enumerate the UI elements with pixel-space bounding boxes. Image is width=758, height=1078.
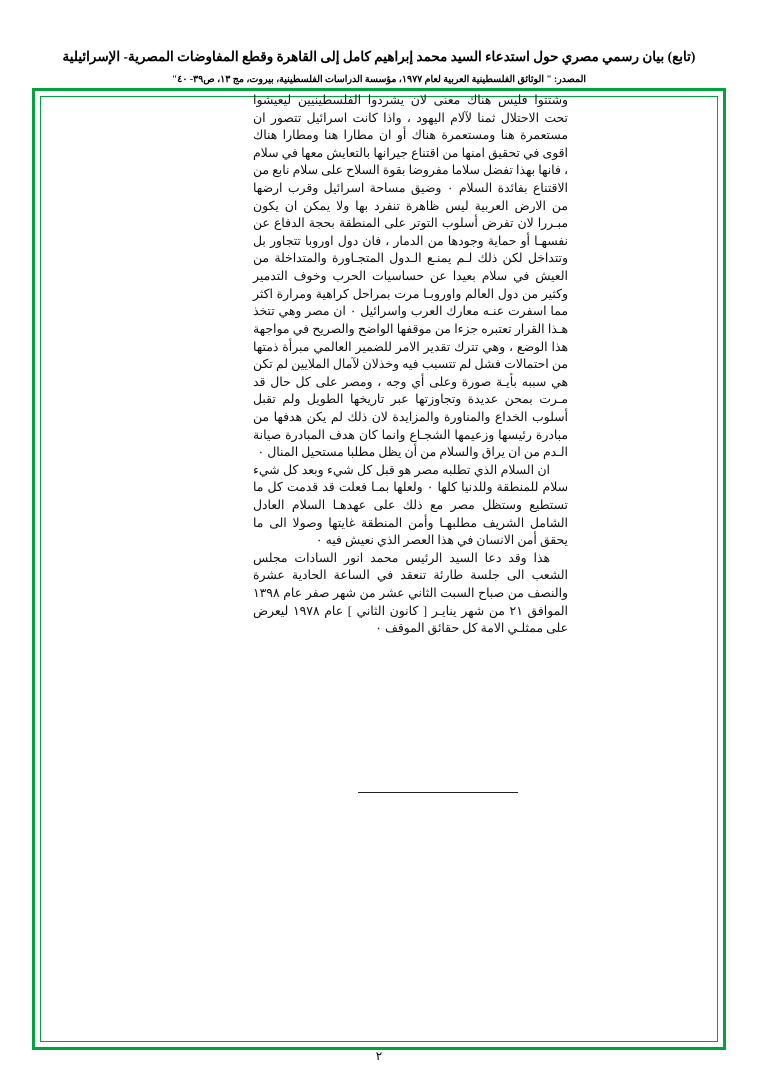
document-source: المصدر: " الوثائق الفلسطينية العربية لعام ١٩٧٧، مؤسسة الدراسات الفلسطينية، بيروت، مج ١٣، ص٣٩- ٤٠"	[171, 74, 587, 85]
paragraph: ان السلام الذي تطلبه مصر هو قبل كل شيء وبعد كل شيء سلام للمنطقة وللدنيا كلها ٠ ولعلها بمـا فعلت قد قدمت كل ما تستطيع وستظل مصر مع ذلك على عهدهـا السلام العادل الشامل الشريف مطلبهـا وأمن المنطقة غايتها وصولا الى ما يحقق أمن الانسان في هذا العصر الذي نعيش فيه ٠	[253, 462, 568, 548]
document-body	[253, 92, 568, 638]
paragraph: وشتتوا فليس هناك معنى لان يشردوا الفلسطينيين ليعيشوا تحت الاحتلال ثمنا لآلام اليهود ، واذا كانت اسرائيل تتصور ان مستعمرة هنا ومستعمرة هناك أو ان مطارا هنا ومطارا هناك اقوى في تحقيق امنها من اقتناع جيرانها بالتعايش معها في سلام ، فانها بهذا تفضل سلاما مفروضا بقوة السلاح على سلام نابع من الاقتناع بفائدة السلام ٠ وضيق مساحة اسرائيل وقرب ارضها من الارض العربية ليس ظاهرة تنفرد بها ولا يمكن ان يكون مبـررا لان تفرض أسلوب التوتر على المنطقة بحجة الدفاع عن نفسهـا أو حماية وجودها من الدمار ، فان دول اوروبا تتجاور بل وتتداخل لكن ذلك لـم يمنـع الـدول المتجـاورة والمتداخلة من العيش في سلام بعيدا عن حساسيات الحرب وخوف التدمير وكثير من دول العالم واوروبـا مرت بمراحل كراهية ومرارة اكثر مما اسفرت عنـه معارك العرب واسرائيل ٠ ان مصر وهي تتخذ هـذا القرار تعتبره جزءا من موقفها الواضح والصريح في مواجهة هذا الوضع ، وهي تترك تقدير الامر للضمير العالمي مبرأة ذمتها من احتمالات فشل لم تتسبب فيه وخذلان لآمال الملايين لم تكن هي سببه بأيـة صورة وعلى أي وجه ، ومصر على كل حال قد مـرت بمحن عديدة وتجاوزتها عبر تاريخها الطويل ولم تقبل أسلوب الخداع والمناورة والمزايدة لان ذلك لم يكن هدفها من مبادرة رئيسها وزعيمها الشجـاع وانما كان هدف المبادرة صيانة الـدم من ان يراق والسلام من أن يظل مطلبا مستحيل المنال ٠	[253, 93, 569, 460]
section-divider	[358, 792, 518, 793]
page-number: ٢	[375, 1049, 383, 1063]
document-header	[0, 48, 758, 85]
page-title: (تابع) بيان رسمي مصري حول استدعاء السيد محمد إبراهيم كامل إلى القاهرة وقطع المفاوضات المصرية- الإسرائيلية	[62, 49, 696, 64]
paragraph: هذا وقد دعا السيد الرئيس محمد انور السادات مجلس الشعب الى جلسة طارئة تنعقد في الساعة الحادية عشرة والنصف من صباح السبت الثاني عشر من شهر صفر عام ١٣٩٨ الموافق ٢١ من شهر ينايـر [ كانون الثاني ] عام ١٩٧٨ ليعرض على ممثلـي الامة كل حقائق الموقف ٠	[253, 550, 568, 636]
